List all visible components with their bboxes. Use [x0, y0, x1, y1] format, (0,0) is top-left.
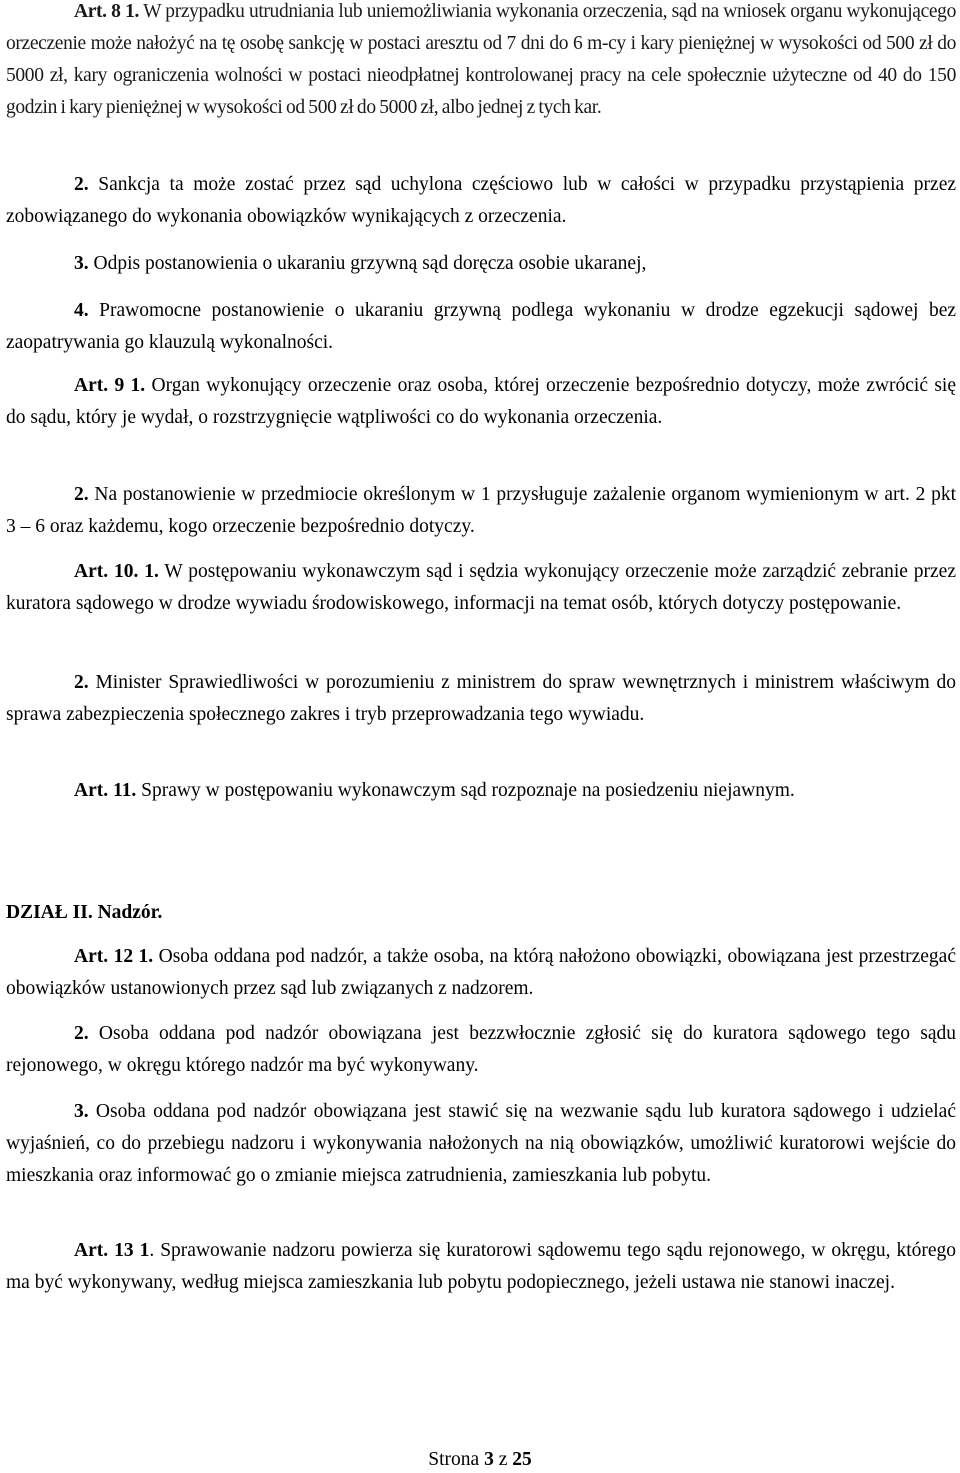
paragraph-art8-3 — [6, 248, 956, 280]
footer-current-page: 3 — [484, 1449, 494, 1470]
article-label: Art. 8 1. — [74, 1, 139, 22]
paragraph-text: Na postanowienie w przedmiocie określonym w 1 przysługuje zażalenie organom wymienionym w art. 2 pkt 3 – 6 oraz każdemu, kogo orzeczenie bezpośrednio dotyczy. — [6, 484, 956, 537]
section-label: 3. — [74, 1101, 89, 1122]
footer-total-pages: 25 — [512, 1449, 532, 1470]
section-heading: DZIAŁ II. Nadzór. — [6, 902, 163, 923]
paragraph-art8-1 — [6, 0, 956, 124]
page-footer — [0, 1448, 960, 1472]
paragraph-art13-1 — [6, 1235, 956, 1299]
paragraph-text: Organ wykonujący orzeczenie oraz osoba, której orzeczenie bezpośrednio dotyczy, może zwrócić się do sądu, który je wydał, o rozstrzygnięcie wątpliwości co do wykonania orzeczenia. — [6, 375, 956, 428]
paragraph-art10-1 — [6, 556, 956, 620]
paragraph-text: . Sprawowanie nadzoru powierza się kuratorowi sądowemu tego sądu rejonowego, w okręgu, którego ma być wykonywany, według miejsca zamieszkania lub pobytu podopiecznego, jeżeli ustawa nie stanowi inaczej. — [6, 1240, 957, 1293]
section-label: 2. — [74, 174, 89, 195]
footer-separator: z — [493, 1449, 513, 1470]
footer-prefix: Strona — [428, 1449, 485, 1470]
paragraph-art8-2 — [6, 169, 956, 233]
paragraph-art12-3 — [6, 1096, 956, 1192]
paragraph-text: W przypadku utrudniania lub uniemożliwiania wykonania orzeczenia, sąd na wniosek organu wykonującego orzeczenie może nałożyć na tę osobę sankcję w postaci aresztu od 7 dni do 6 m-cy i kary pieniężnej w wysokości od 500 zł do 5000 zł, kary ograniczenia wolności w postaci nieodpłatnej kontrolowanej pracy na cele społecznie użyteczne od 40 do 150 godzin i kary pieniężnej w wysokości od 500 zł do 5000 zł, albo jednej z tych kar. — [6, 1, 956, 118]
article-label: Art. 12 1. — [74, 946, 154, 967]
article-label: Art. 10. 1. — [74, 561, 159, 582]
paragraph-text: Odpis postanowienia o ukaraniu grzywną sąd doręcza osobie ukaranej, — [88, 253, 647, 274]
paragraph-art12-1 — [6, 941, 956, 1005]
paragraph-text: Sprawy w postępowaniu wykonawczym sąd rozpoznaje na posiedzeniu niejawnym. — [136, 780, 795, 801]
paragraph-art12-2 — [6, 1018, 956, 1082]
section-label: 2. — [74, 1023, 89, 1044]
paragraph-art9-2 — [6, 479, 956, 543]
article-label: Art. 9 1. — [74, 375, 146, 396]
paragraph-text: Osoba oddana pod nadzór, a także osoba, na którą nałożono obowiązki, obowiązana jest przestrzegać obowiązków ustanowionych przez sąd lub związanych z nadzorem. — [6, 946, 956, 999]
paragraph-art8-4 — [6, 295, 956, 359]
article-label: Art. 13 1 — [74, 1240, 150, 1261]
paragraph-art10-2 — [6, 667, 956, 731]
paragraph-text: Prawomocne postanowienie o ukaraniu grzywną podlega wykonaniu w drodze egzekucji sądowej bez zaopatrywania go klauzulą wykonalności. — [6, 300, 956, 353]
section-label: 2. — [74, 484, 89, 505]
paragraph-art11 — [6, 775, 956, 807]
paragraph-text: Osoba oddana pod nadzór obowiązana jest bezzwłocznie zgłosić się do kuratora sądowego tego sądu rejonowego, w okręgu którego nadzór ma być wykonywany. — [6, 1023, 956, 1076]
paragraph-text: Osoba oddana pod nadzór obowiązana jest stawić się na wezwanie sądu lub kuratora sądowego i udzielać wyjaśnień, co do przebiegu nadzoru i wykonywania nałożonych na nią obowiązków, umożliwić kuratorowi wejście do mieszkania oraz informować go o zmianie miejsca zatrudnienia, zamieszkania lub pobytu. — [6, 1101, 956, 1186]
section-label: 3. — [74, 253, 89, 274]
article-label: Art. 11. — [74, 780, 137, 801]
section-label: 4. — [74, 300, 89, 321]
paragraph-text: Sankcja ta może zostać przez sąd uchylona częściowo lub w całości w przypadku przystąpienia przez zobowiązanego do wykonania obowiązków wynikających z orzeczenia. — [6, 174, 956, 227]
paragraph-art9-1 — [6, 370, 956, 434]
section-label: 2. — [74, 672, 89, 693]
paragraph-text: Minister Sprawiedliwości w porozumieniu z ministrem do spraw wewnętrznych i ministrem właściwym do sprawa zabezpieczenia społecznego zakres i tryb przeprowadzania tego wywiadu. — [6, 672, 956, 725]
paragraph-text: W postępowaniu wykonawczym sąd i sędzia wykonujący orzeczenie może zarządzić zebranie przez kuratora sądowego w drodze wywiadu środowiskowego, informacji na temat osób, których dotyczy postępowanie. — [6, 561, 956, 614]
